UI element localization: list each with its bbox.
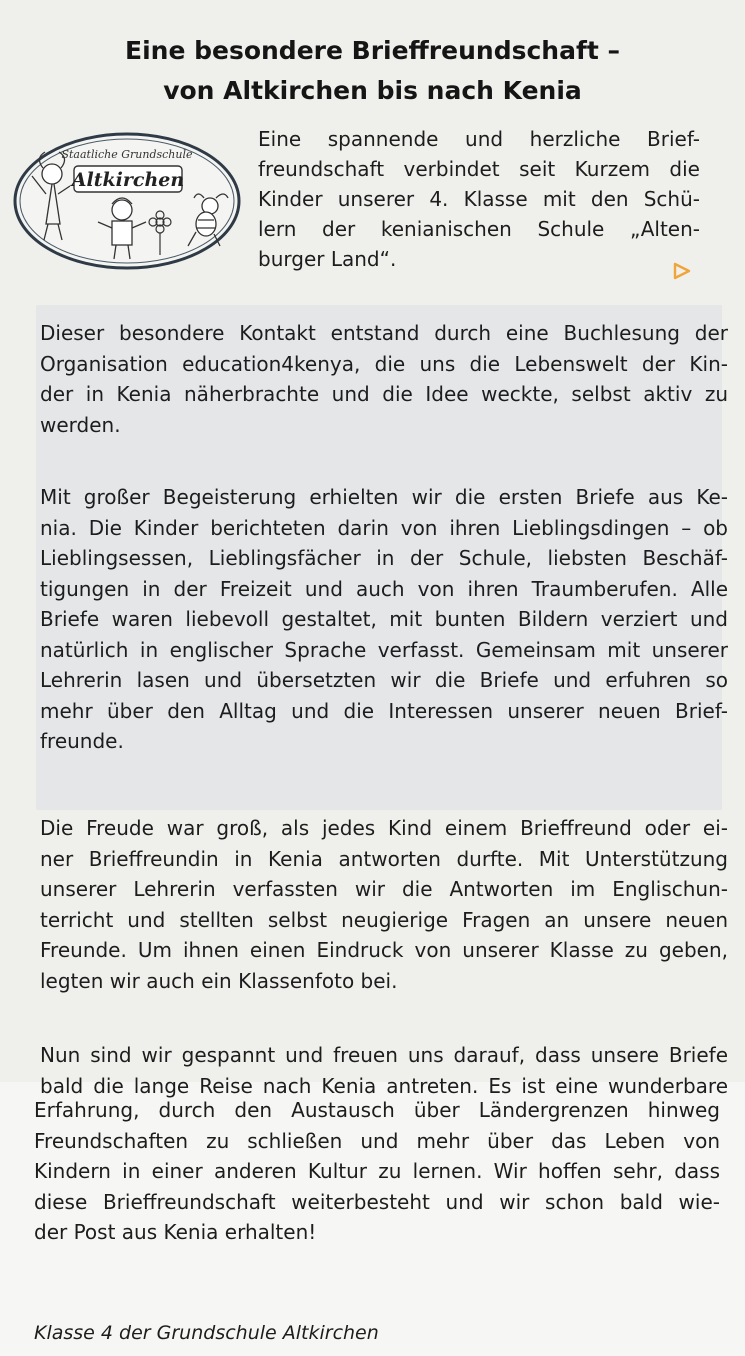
body-paragraph-5 (34, 1095, 720, 1248)
intro-paragraph (258, 124, 700, 274)
body-paragraph-1 (40, 318, 728, 440)
body-line: natürlich in englischer Sprache verfasst. Gemeinsam mit unserer (40, 637, 728, 662)
body-line: terricht und stellten selbst neugierige Fragen an unsere neuen (40, 907, 728, 932)
body-line: nia. Die Kinder berichteten darin von ihren Lieblingsdingen – ob (40, 515, 728, 540)
article-title (0, 31, 745, 111)
body-line: werden. (40, 412, 121, 437)
school-logo (10, 128, 244, 274)
body-line: diese Brieffreundschaft weiterbesteht und wir schon bald wie- (34, 1189, 720, 1214)
body-line: unserer Lehrerin verfassten wir die Antworten im Englischun- (40, 877, 728, 901)
intro-line: Kinder unserer 4. Klasse mit den Schü- (258, 187, 700, 211)
article-title-line-1: Eine besondere Brieffreundschaft – (125, 35, 620, 65)
intro-line: freundschaft verbindet seit Kurzem die (258, 157, 700, 181)
body-line: bald die lange Reise nach Kenia antreten. Es ist eine wunderbare (40, 1073, 728, 1098)
body-line: Lieblingsessen, Lieblingsfächer in der Schule, liebsten Beschäf- (40, 546, 728, 570)
body-line: legten wir auch ein Klassenfoto bei. (40, 968, 398, 993)
body-line: Kindern in einer anderen Kultur zu lernen. Wir hoffen sehr, dass (34, 1159, 720, 1183)
body-line: ner Brieffreundin in Kenia antworten durfte. Mit Unterstützung (40, 846, 728, 871)
body-line: freunde. (40, 729, 124, 753)
logo-top-text: Staatliche Grundschule (61, 148, 193, 161)
body-line: Briefe waren liebevoll gestaltet, mit bunten Bildern verziert und (40, 607, 728, 631)
body-paragraph-3 (40, 813, 728, 996)
intro-line: Eine spannende und herzliche Brief- (258, 127, 700, 151)
intro-line: lern der kenianischen Schule „Alten- (258, 217, 700, 241)
body-line: mehr über den Alltag und die Interessen unserer neuen Brief- (40, 698, 728, 723)
body-line: Nun sind wir gespannt und freuen uns darauf, dass unsere Briefe (40, 1043, 728, 1067)
logo-name-text: Altkirchen (71, 169, 185, 191)
body-line: Organisation education4kenya, die uns die Lebenswelt der Kin- (40, 351, 728, 376)
body-paragraph-4 (40, 1040, 728, 1101)
article-signature: Klasse 4 der Grundschule Altkirchen (34, 1322, 379, 1344)
body-line: Freundschaften zu schließen und mehr über das Leben von (34, 1128, 720, 1153)
article-title-line-2: von Altkirchen bis nach Kenia (163, 75, 582, 105)
body-line: Lehrerin lasen und übersetzten wir die Briefe und erfuhren so (40, 668, 728, 692)
body-paragraph-2 (40, 482, 728, 757)
body-line: Dieser besondere Kontakt entstand durch eine Buchlesung der (40, 321, 728, 345)
body-line: Erfahrung, durch den Austausch über Ländergrenzen hinweg (34, 1098, 720, 1122)
body-line: Mit großer Begeisterung erhielten wir die ersten Briefe aus Ke- (40, 485, 728, 509)
continue-arrow-icon (672, 262, 692, 280)
body-line: Die Freude war groß, als jedes Kind einem Brieffreund oder ei- (40, 816, 728, 840)
body-line: der in Kenia näherbrachte und die Idee weckte, selbst aktiv zu (40, 382, 728, 406)
body-line: tigungen in der Freizeit und auch von ihren Traumberufen. Alle (40, 576, 728, 601)
body-line: Freunde. Um ihnen einen Eindruck von unserer Klasse zu geben, (40, 938, 728, 962)
body-line: der Post aus Kenia erhalten! (34, 1220, 317, 1244)
intro-line: burger Land“. (258, 247, 397, 271)
